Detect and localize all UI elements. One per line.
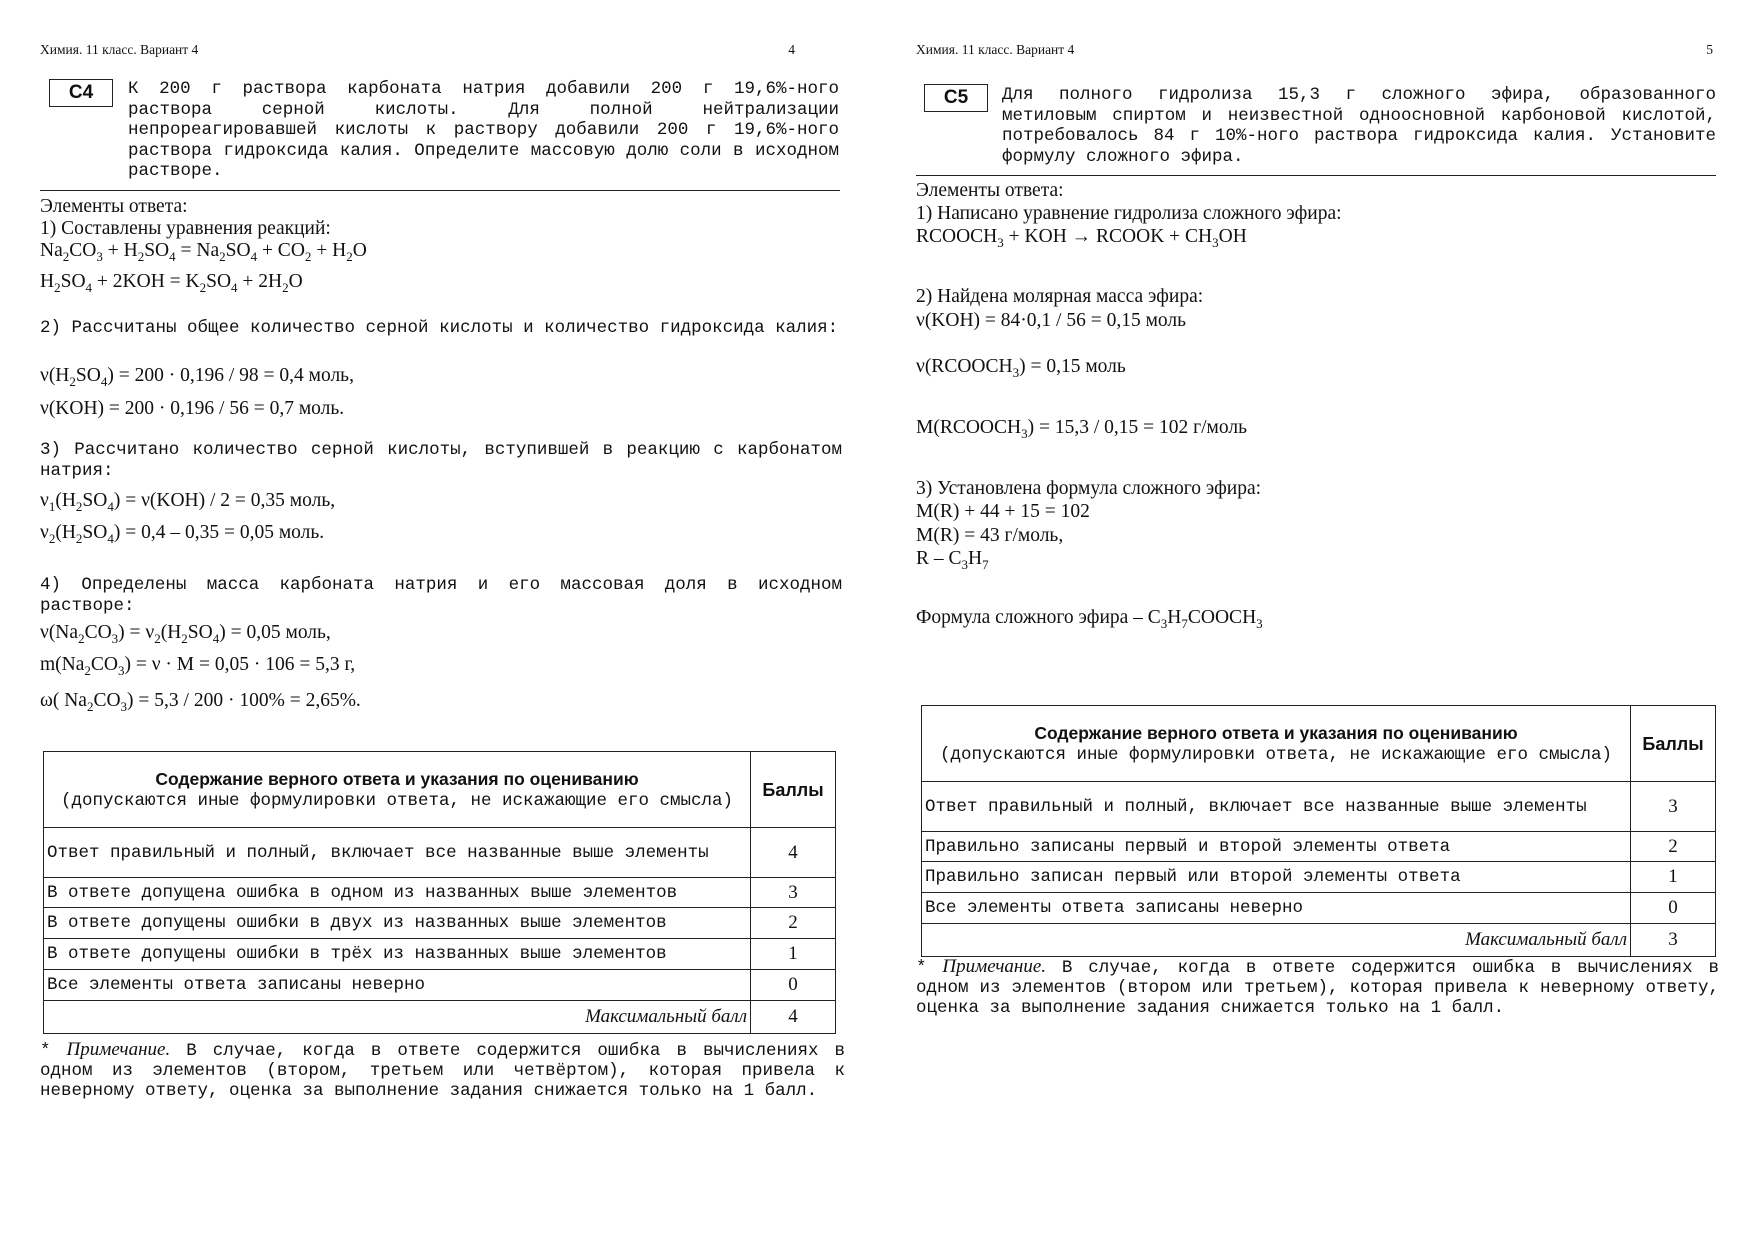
table-max-row: Максимальный балл 4: [44, 1001, 836, 1034]
elements-title: Элементы ответа:: [916, 180, 1064, 201]
grading-table: [921, 705, 1716, 957]
equation-2: $H_2SO_4 + 2KOH = K_2SO_4 + 2H_2O$: [40, 271, 303, 295]
step3-title: 3) Рассчитано количество серной кислоты, вступившей в реакцию с карбонатом натрия:: [40, 440, 842, 481]
note-text: В случае, когда в ответе содержится ошибка в вычислениях в одном из элементов (втором или третьем), которая привела к неверному ответу, оценка за выполнение задания снижается только на 1 балл.: [916, 958, 1719, 1018]
task-c5: [916, 80, 1716, 176]
table-head-points: Баллы: [1631, 706, 1716, 782]
table-row: В ответе допущены ошибки в двух из названных выше элементов 2: [44, 908, 836, 939]
table-head-criteria: Содержание верного ответа и указания по оцениванию (допускаются иные формулировки ответа, не искажающие его смысла): [44, 752, 751, 828]
page-number: 5: [1706, 42, 1713, 57]
right-page: [916, 0, 1719, 1239]
page-number: 4: [788, 42, 795, 57]
step3-title: 3) Установлена формула сложного эфира:: [916, 478, 1262, 499]
step3-formula-1: $\nu_1(H_2SO_4) = \nu(KOH) / 2 = 0,35$ моль,: [40, 490, 336, 514]
table-row: В ответе допущены ошибки в трёх из названных выше элементов 1: [44, 939, 836, 970]
grading-table: [43, 751, 836, 1034]
step2-formula-3: $M(RCOOCH_3) = 15,3 / 0,15 = 102$ г/моль: [916, 417, 1248, 441]
step2-formula-1: ν(KOH) = 84·0,1 / 56 = 0,15 моль: [916, 310, 1187, 331]
table-row: Ответ правильный и полный, включает все названные выше элементы 4: [44, 828, 836, 878]
step1-title: 1) Составлены уравнения реакций:: [40, 218, 331, 239]
table-row: Все элементы ответа записаны неверно 0: [44, 970, 836, 1001]
step4-title: 4) Определены масса карбоната натрия и его массовая доля в исходном растворе:: [40, 575, 842, 616]
header-title: Химия. 11 класс. Вариант 4: [40, 42, 199, 57]
table-row: Все элементы ответа записаны неверно 0: [922, 893, 1716, 924]
step3-formula-2: M(R) = 43 г/моль,: [916, 525, 1064, 546]
step4-formula-3: ω( $Na_2CO_3) = 5,3 / 200 \cdot 100\% = 2,65\%$.: [40, 690, 361, 714]
running-header: [40, 42, 845, 62]
step3-formula-2: $\nu_2(H_2SO_4) = 0,4 - 0,35 = 0,05$ моль.: [40, 522, 325, 546]
step2-formula-2: $\nu(RCOOCH_3) = 0,15$ моль: [916, 356, 1126, 380]
elements-title: Элементы ответа:: [40, 196, 188, 217]
task-text: Для полного гидролиза 15,3 г сложного эфира, образованного метиловым спиртом и неизвестной одноосновной карбоновой кислотой, потребовалось 84 г 10%-ного раствора гидроксида калия. Установите формулу сложного эфира.: [1002, 85, 1716, 167]
table-head-points: Баллы: [751, 752, 836, 828]
task-id-badge: C5: [924, 84, 988, 112]
table-row: Ответ правильный и полный, включает все названные выше элементы 3: [922, 782, 1716, 832]
equation-1: $Na_2CO_3 + H_2SO_4 = Na_2SO_4 + CO_2 + H_2O$: [40, 240, 367, 264]
table-row: Правильно записаны первый и второй элементы ответа 2: [922, 832, 1716, 862]
ester-formula-line: Формула сложного эфира – $C_3H_7COOCH_3$: [916, 607, 1263, 631]
task-c4: [40, 76, 840, 191]
header-title: Химия. 11 класс. Вариант 4: [916, 42, 1075, 57]
task-text: К 200 г раствора карбоната натрия добавили 200 г 19,6%-ного раствора серной кислоты. Для полной нейтрализации непрореагировавшей кислоты к раствору добавили 200 г 19,6%-ного раствора гидроксида калия. Определите массовую долю соли в исходном растворе.: [128, 79, 839, 181]
step1-equation: $RCOOCH_3$ + KOH → RCOOK + $CH_3OH$: [916, 226, 1247, 250]
step4-formula-2: $m(Na_2CO_3) = \nu \cdot M = 0,05 \cdot 106 = 5,3$ г,: [40, 654, 356, 678]
note-text: В случае, когда в ответе содержится ошибка в вычислениях в одном из элементов (втором, третьем или четвёртом), которая привела к неверному ответу, оценка за выполнение задания снижается только на 1 балл.: [40, 1041, 845, 1101]
left-page: [40, 0, 845, 1239]
running-header: [916, 42, 1716, 62]
table-max-row: Максимальный балл 3: [922, 924, 1716, 957]
step2-title: 2) Найдена молярная масса эфира:: [916, 286, 1204, 307]
step2-title: 2) Рассчитаны общее количество серной кислоты и количество гидроксида калия:: [40, 318, 839, 338]
step4-formula-1: $\nu(Na_2CO_3) = \nu_2(H_2SO_4) = 0,05$ моль,: [40, 622, 331, 646]
table-row: Правильно записан первый или второй элементы ответа 1: [922, 862, 1716, 893]
table-head-criteria: Содержание верного ответа и указания по оцениванию (допускаются иные формулировки ответа, не искажающие его смысла): [922, 706, 1631, 782]
note-label: Примечание.: [942, 956, 1047, 977]
table-row: В ответе допущена ошибка в одном из названных выше элементов 3: [44, 878, 836, 908]
note: * Примечание. В случае, когда в ответе содержится ошибка в вычислениях в одном из элементов (втором, третьем или четвёртом), которая привела к неверному ответу, оценка за выполнение задания снижается только на 1 балл.: [40, 1039, 845, 1101]
task-id-badge: C4: [49, 79, 113, 107]
note: * Примечание. В случае, когда в ответе содержится ошибка в вычислениях в одном из элементов (втором или третьем), которая привела к неверному ответу, оценка за выполнение задания снижается только на 1 балл.: [916, 956, 1719, 1018]
step3-formula-3: R – $C_3H_7$: [916, 548, 989, 572]
note-label: Примечание.: [66, 1039, 171, 1060]
step2-formula-2: ν(KOH) = 200 · 0,196 / 56 = 0,7 моль.: [40, 398, 345, 419]
step2-formula-1: $\nu(H_2SO_4) = 200 \cdot 0,196 / 98 = 0,4$ моль,: [40, 365, 354, 389]
step3-formula-1: M(R) + 44 + 15 = 102: [916, 501, 1090, 522]
step1-title: 1) Написано уравнение гидролиза сложного эфира:: [916, 203, 1342, 224]
